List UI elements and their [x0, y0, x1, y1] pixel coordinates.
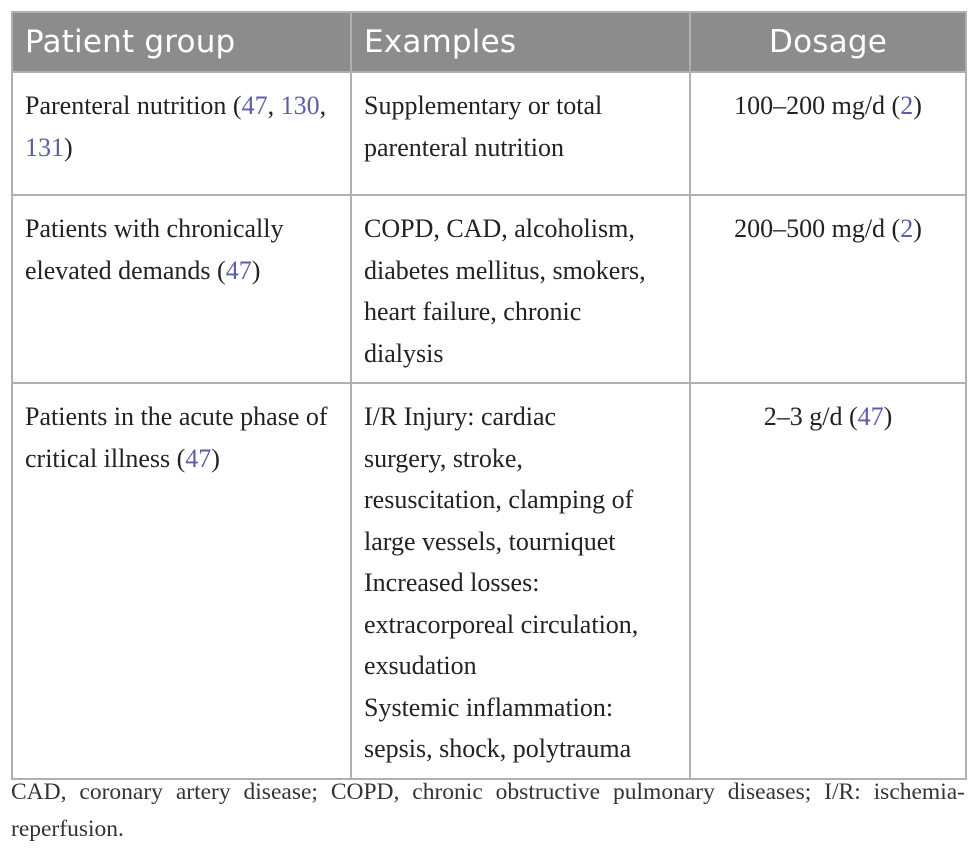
example-line: I/R Injury: cardiac	[364, 402, 557, 431]
examples-cell	[351, 383, 690, 779]
example-line: exsudation	[364, 651, 477, 680]
example-line: Increased losses:	[364, 568, 540, 597]
example-line: parenteral nutrition	[364, 132, 564, 162]
dosage-table	[11, 11, 967, 780]
reference-link[interactable]: 2	[900, 214, 914, 243]
dosage-cell: 200–500 mg/d (2)	[690, 195, 966, 383]
dosage-text: 2–3 g/d (	[763, 402, 858, 431]
example-line: diabetes mellitus, smokers,	[364, 255, 646, 285]
patient-group-cell: Parenteral nutrition (47, 130, 131)	[12, 72, 351, 195]
reference-link[interactable]: 130	[280, 91, 320, 120]
reference-link[interactable]: 131	[25, 132, 64, 162]
patient-group-text: Patients with chronically elevated demands (	[25, 214, 284, 285]
reference-link[interactable]: 47	[857, 402, 884, 431]
example-line: dialysis	[364, 338, 444, 368]
example-line: COPD, CAD, alcoholism,	[364, 214, 635, 243]
reference-link[interactable]: 2	[900, 91, 914, 120]
example-line: sepsis, shock, polytrauma	[364, 734, 632, 763]
example-line: Supplementary or total	[364, 91, 603, 120]
patient-group-cell: Patients with chronically elevated demands (47)	[12, 195, 351, 383]
header-patient-group: Patient group	[12, 12, 351, 72]
reference-link[interactable]: 47	[225, 255, 252, 285]
example-line: extracorporeal circulation,	[364, 609, 639, 639]
patient-group-text: Parenteral nutrition (	[25, 91, 242, 120]
example-line: Systemic inflammation:	[364, 692, 614, 722]
example-line: resuscitation, clamping of	[364, 485, 634, 514]
examples-cell	[351, 72, 690, 195]
dosage-cell: 100–200 mg/d (2)	[690, 72, 966, 195]
patient-group-text: Patients in the acute phase of critical illness (	[25, 402, 328, 473]
dosage-text: 100–200 mg/d (	[734, 91, 901, 120]
reference-link[interactable]: 47	[185, 443, 212, 473]
table-row	[12, 383, 966, 779]
examples-cell	[351, 195, 690, 383]
header-row	[12, 12, 966, 72]
example-line: surgery, stroke,	[364, 443, 523, 473]
table-row	[12, 72, 966, 195]
table-row	[12, 195, 966, 383]
header-dosage: Dosage	[690, 12, 966, 72]
example-line: heart failure, chronic	[364, 297, 582, 326]
dosage-cell: 2–3 g/d (47)	[690, 383, 966, 779]
dosage-text: 200–500 mg/d (	[734, 214, 901, 243]
patient-group-cell: Patients in the acute phase of critical illness (47)	[12, 383, 351, 779]
header-examples: Examples	[351, 12, 690, 72]
reference-link[interactable]: 47	[241, 91, 268, 120]
example-line: large vessels, tourniquet	[364, 526, 616, 556]
table-container	[11, 11, 965, 780]
table-footnote: CAD, coronary artery disease; COPD, chronic obstructive pulmonary diseases; I/R: ischemia-reperfusion.	[11, 779, 965, 842]
